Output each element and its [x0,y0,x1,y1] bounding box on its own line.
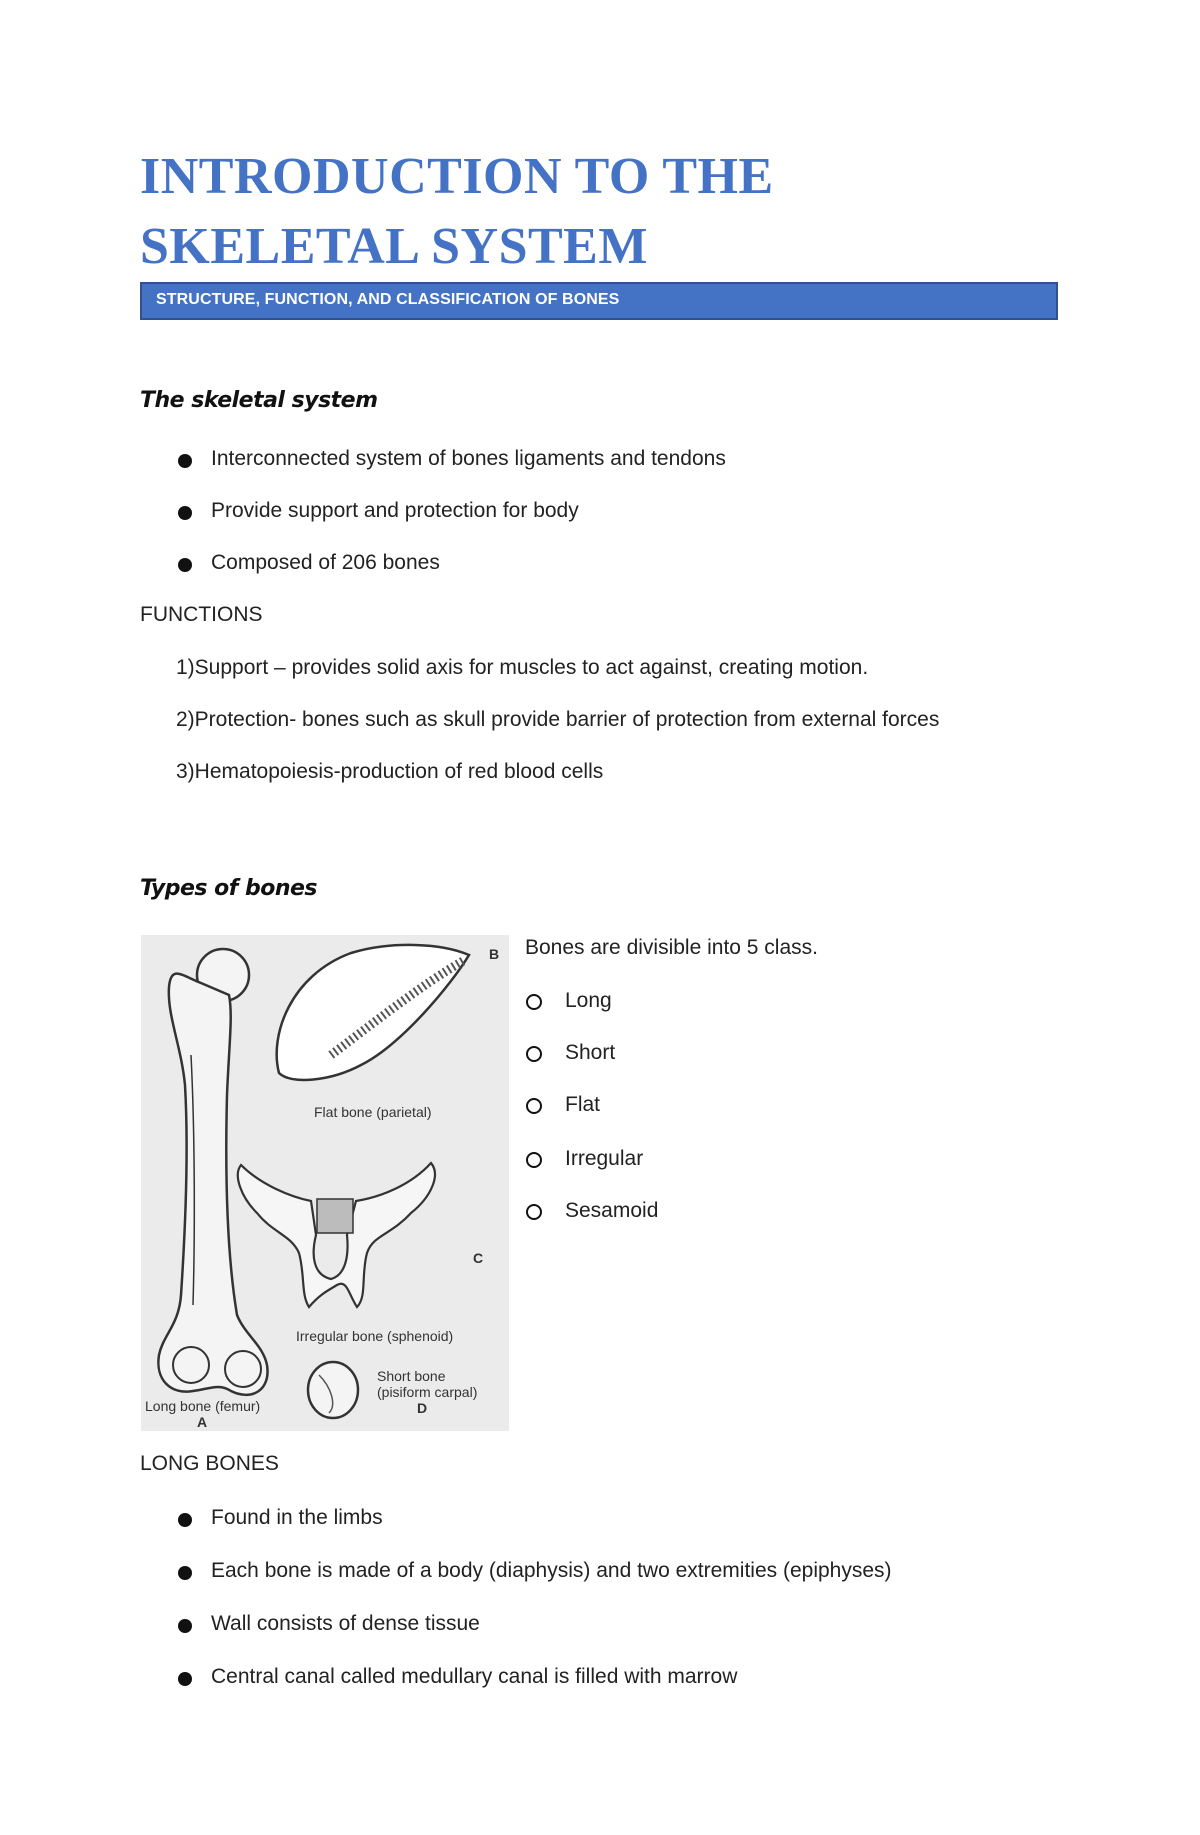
page-title [140,142,774,282]
parietal-drawing [277,945,469,1080]
subtitle-text: STRUCTURE, FUNCTION, AND CLASSIFICATION OF BONES [156,291,620,308]
function-item: 3)Hematopoiesis-production of red blood cells [176,760,604,783]
section-heading-types-of-bones: Types of bones [140,876,318,901]
bullet-icon [178,558,192,572]
long-bone-label: Long bone (femur) [145,1398,261,1414]
subtitle-banner [140,282,1058,320]
letter-d-label: D [417,1400,428,1416]
hollow-bullet-icon [526,1204,542,1220]
bone-illustration [141,935,509,1431]
irregular-bone-label: Irregular bone (sphenoid) [296,1328,454,1344]
hollow-bullet-icon [526,1152,542,1168]
functions-heading: FUNCTIONS [140,603,263,626]
femur-drawing [158,949,267,1395]
long-bones-heading: LONG BONES [140,1452,279,1475]
bullet-icon [178,454,192,468]
flat-bone-label: Flat bone (parietal) [314,1104,432,1120]
hollow-bullet-icon [526,994,542,1010]
hollow-bullet-icon [526,1046,542,1062]
letter-c-label: C [473,1250,484,1266]
short-bone-label-1: Short bone [377,1368,446,1384]
letter-b-label: B [489,946,500,962]
pisiform-drawing [308,1362,358,1418]
sphenoid-drawing [238,1163,435,1307]
title-line-2: SKELETAL SYSTEM [140,218,648,275]
bullet-icon [178,1513,192,1527]
short-bone-label-2: (pisiform carpal) [377,1384,478,1400]
bullet-icon [178,1672,192,1686]
bone-types-figure [141,935,509,1431]
bullet-icon [178,1619,192,1633]
document-page: INTRODUCTION TO THE SKELETAL SYSTEM STRUCTURE, FUNCTION, AND CLASSIFICATION OF BONES The skeletal system Interconnected system of bones ligaments and tendons Provide support and protection for body Composed of 206 bones FUNCTIONS 1)Support – provides solid axis for muscles to act against, creating motion. 2)Protection- bones such as skull provide barrier of protection from external forces 3)Hematopoiesis-production of red blood cells Types of bones Flat bone (parietal) Irregular bone (sphenoid) Short bone (pisiform carpal) Long bone (femur) A B C D Bones are divisible into 5 class. Long Short Flat Irregular Sesamoid LONG BONES Found in the limbs Each bone is made of a body (diaphysis) and two extremities (epiphyses) Wall consists of dense tissue Central canal called medullary canal is filled with marrow [0,0,1200,1835]
function-item: 1)Support – provides solid axis for muscles to act against, creating motion. [176,656,869,679]
hollow-bullet-icon [526,1098,542,1114]
title-line-1: INTRODUCTION TO THE [140,148,774,205]
bullet-icon [178,1566,192,1580]
letter-a-label: A [197,1414,208,1430]
bullet-icon [178,506,192,520]
bone-classes-intro: Bones are divisible into 5 class. [525,936,818,959]
section-heading-skeletal-system: The skeletal system [140,388,378,413]
function-item: 2)Protection- bones such as skull provide barrier of protection from external forces [176,708,940,731]
